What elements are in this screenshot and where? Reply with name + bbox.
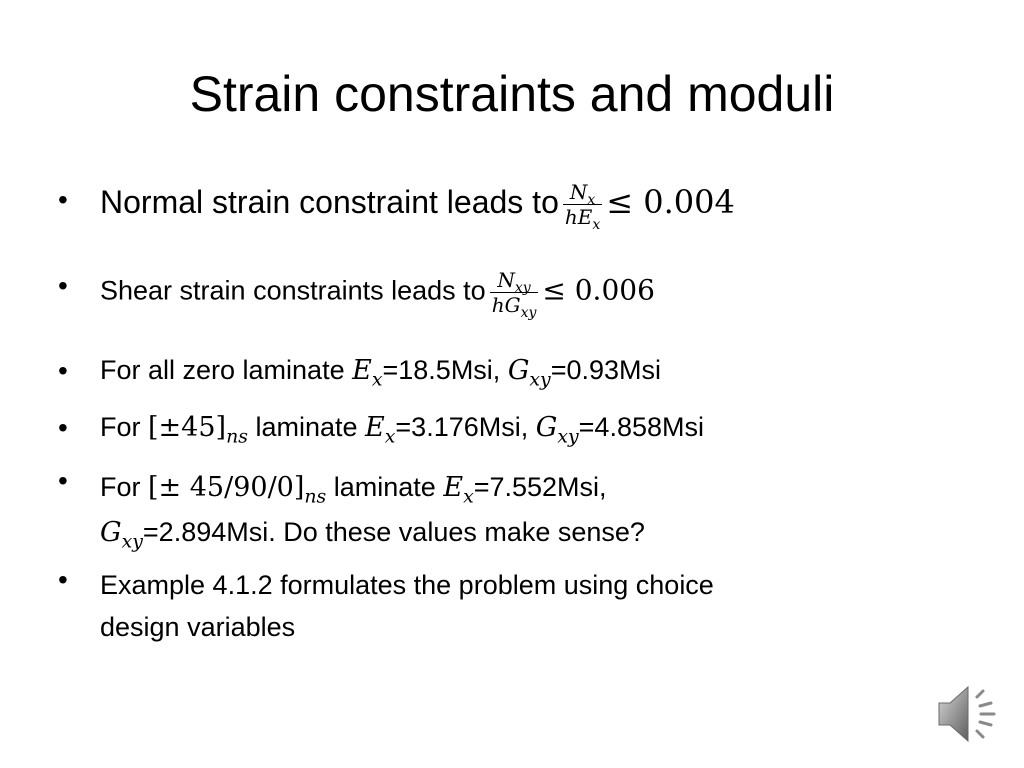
laminate-word: laminate [255,412,358,442]
bullet-text [100,412,704,448]
e-subscript: x [463,485,474,508]
laminate-notation [148,472,327,508]
bullet-text [100,180,735,233]
modulus-g-value: =4.858Msi [578,412,704,442]
modulus-g-value: =0.93Msi [550,355,662,385]
bullet-dot: • [58,564,68,595]
denominator-sub: x [592,216,601,233]
bullet-dot: • [58,465,68,496]
bullet-line-1: Example 4.1.2 formulates the problem using choice [100,570,714,600]
bullet-dot: • [58,355,68,386]
e-symbol: E [365,412,385,443]
e-symbol: E [443,472,464,503]
fraction-denominator [490,292,539,321]
laminate-word: laminate [333,472,436,502]
denominator-sub: xy [520,304,537,321]
modulus-g-var [507,355,551,391]
g-subscript: xy [529,368,551,391]
bullet-text [100,355,662,391]
laminate-notation [148,412,248,448]
modulus-e-value: =18.5Msi, [382,355,501,385]
g-symbol: G [507,355,530,386]
bullet-label: For [100,412,141,442]
fraction-numerator [490,268,539,296]
denominator-var: hG [491,293,521,317]
modulus-g-var [535,412,579,448]
bullet-label: For [100,472,141,502]
bullet-line-2: design variables [100,612,296,642]
modulus-g-value: =2.894Msi. Do these values make sense? [142,517,645,547]
bullet-text [100,268,655,321]
bullet-label: Shear strain constraints leads to [100,275,486,306]
denominator-var: hE [564,205,593,229]
constraint-relation: ≤ 0.006 [542,273,655,307]
e-symbol: E [352,355,372,386]
constraint-relation: ≤ 0.004 [606,182,735,221]
laminate-subscript: ns [226,425,248,448]
numerator-var: N [497,268,515,292]
g-subscript: xy [557,425,579,448]
laminate-subscript: ns [304,485,327,508]
modulus-e-var [443,472,474,508]
fraction-numerator [563,180,602,208]
numerator-var: N [569,180,588,204]
bullet-text [100,564,714,648]
laminate-layup: [±45] [148,412,227,443]
modulus-e-value: =3.176Msi, [395,412,529,442]
bullet-dot: • [58,412,68,443]
slide-title: Strain constraints and moduli [189,66,835,122]
e-subscript: x [384,425,396,448]
bullet-text [100,465,645,555]
modulus-e-var [365,412,396,448]
modulus-e-value: =7.552Msi, [473,472,607,502]
numerator-sub: xy [514,279,531,296]
bullet-dot: • [58,270,68,301]
speaker-icon[interactable] [936,683,1006,745]
numerator-sub: x [587,191,596,208]
bullet-dot: • [58,184,68,215]
fraction-denominator [563,204,602,233]
bullet-label: For all zero laminate [100,355,345,385]
modulus-e-var [352,355,383,391]
modulus-g-var [100,517,143,553]
g-symbol: G [535,412,558,443]
bullet-label: Normal strain constraint leads to [100,183,559,220]
fraction [563,180,602,233]
fraction [490,268,539,321]
g-symbol: G [100,517,122,548]
g-subscript: xy [121,530,143,553]
laminate-layup: [± 45/90/0] [148,472,305,503]
e-subscript: x [371,368,383,391]
